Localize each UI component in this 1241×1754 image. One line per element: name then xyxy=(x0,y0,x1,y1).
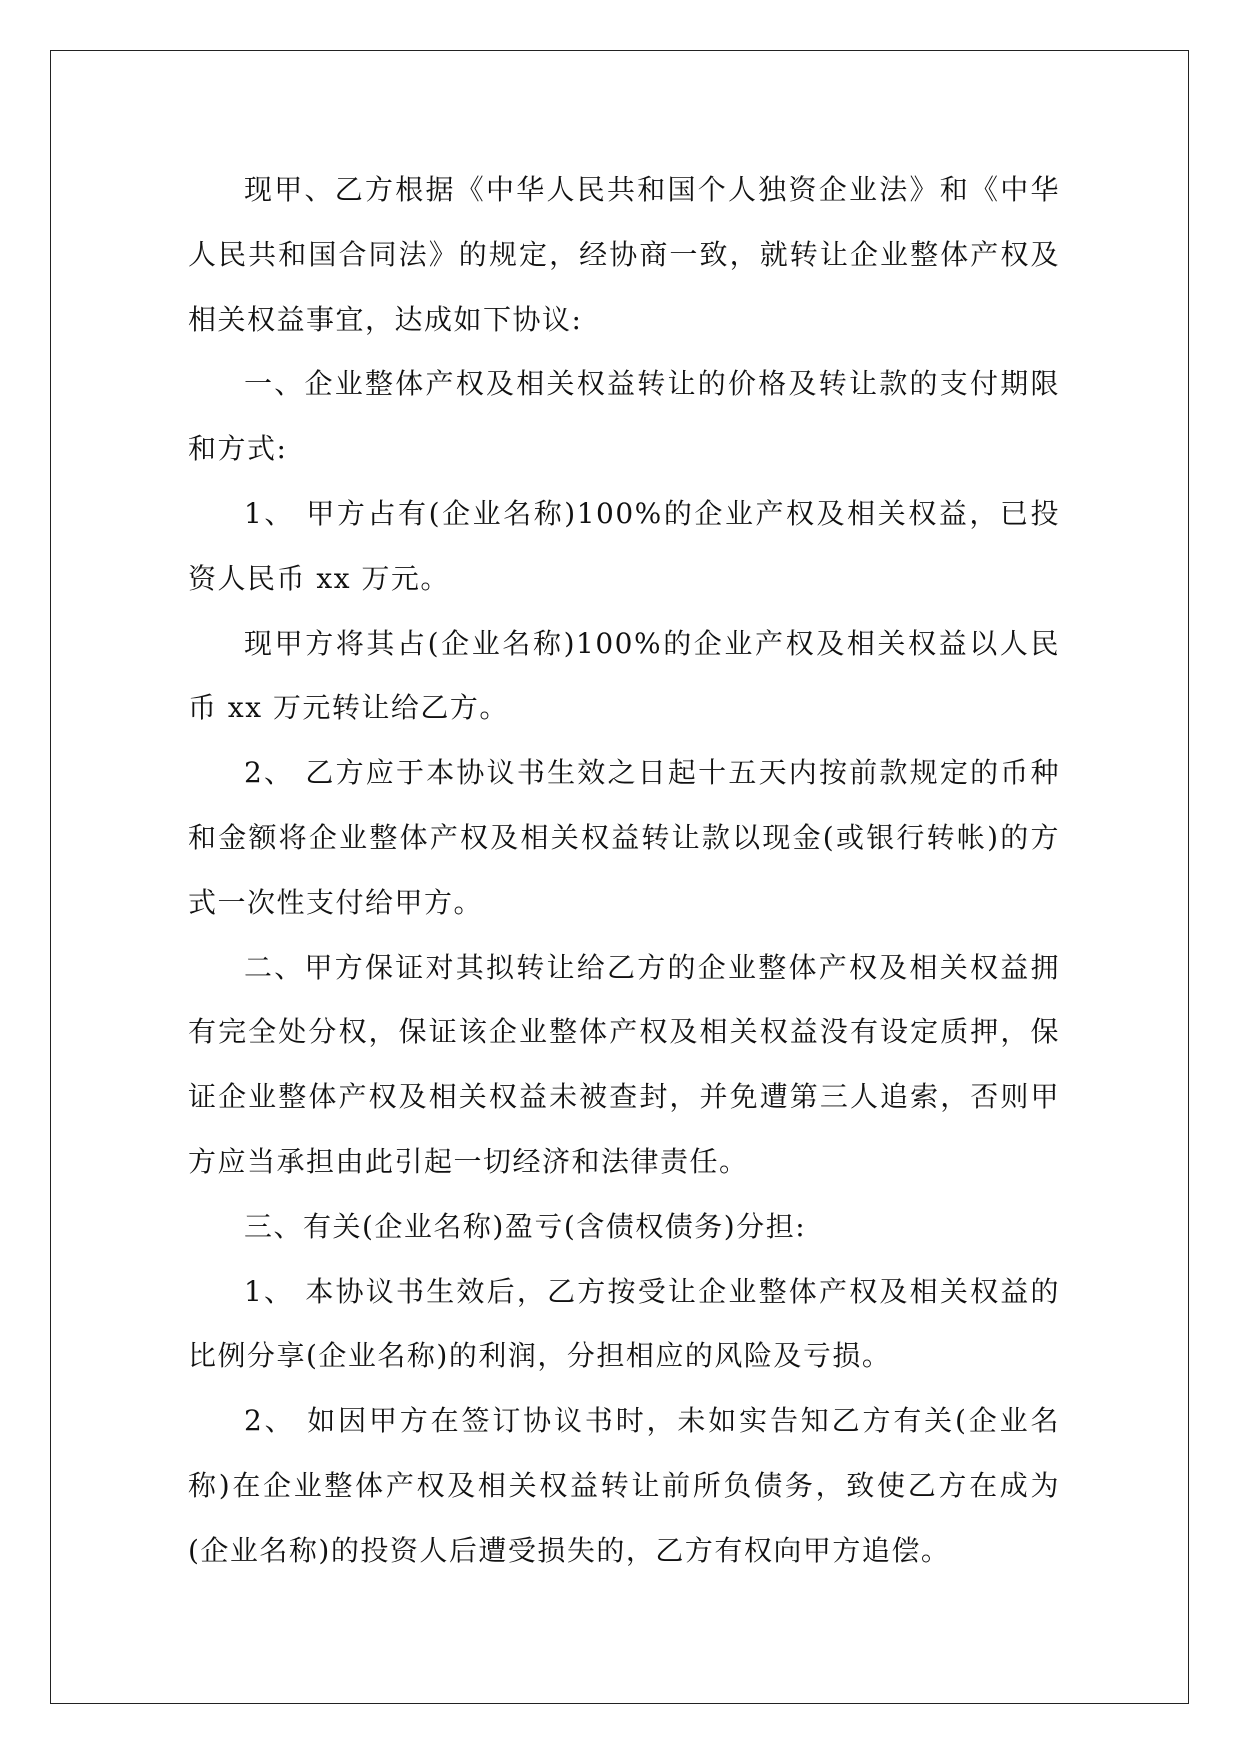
paragraph-section-1-heading: 一、企业整体产权及相关权益转让的价格及转让款的支付期限和方式: xyxy=(188,367,1060,466)
paragraph-section-1-item-1: 1、 甲方占有(企业名称)100%的企业产权及相关权益，已投资人民币 xx 万元。 xyxy=(188,496,1060,595)
paragraph-section-3-item-2: 2、 如因甲方在签订协议书时，未如实告知乙方有关(企业名称)在企业整体产权及相关权益转让前所负债务，致使乙方在成为(企业名称)的投资人后遭受损失的，乙方有权向甲方追偿。 xyxy=(188,1404,1060,1567)
document-body xyxy=(188,158,1060,1584)
paragraph-section-2: 二、甲方保证对其拟转让给乙方的企业整体产权及相关权益拥有完全处分权，保证该企业整体产权及相关权益没有设定质押，保证企业整体产权及相关权益未被查封，并免遭第三人追索，否则甲方应当承担由此引起一切经济和法律责任。 xyxy=(188,950,1060,1178)
paragraph-section-1-item-1-cont: 现甲方将其占(企业名称)100%的企业产权及相关权益以人民币 xx 万元转让给乙方。 xyxy=(188,626,1060,725)
paragraph-section-3-item-1: 1、 本协议书生效后，乙方按受让企业整体产权及相关权益的比例分享(企业名称)的利润，分担相应的风险及亏损。 xyxy=(188,1274,1060,1373)
paragraph-preamble: 现甲、乙方根据《中华人民共和国个人独资企业法》和《中华人民共和国合同法》的规定，经协商一致，就转让企业整体产权及相关权益事宜，达成如下协议: xyxy=(188,173,1060,336)
paragraph-section-3-heading: 三、有关(企业名称)盈亏(含债权债务)分担: xyxy=(244,1209,807,1243)
paragraph-section-1-item-2: 2、 乙方应于本协议书生效之日起十五天内按前款规定的币种和金额将企业整体产权及相关权益转让款以现金(或银行转帐)的方式一次性支付给甲方。 xyxy=(188,756,1060,919)
